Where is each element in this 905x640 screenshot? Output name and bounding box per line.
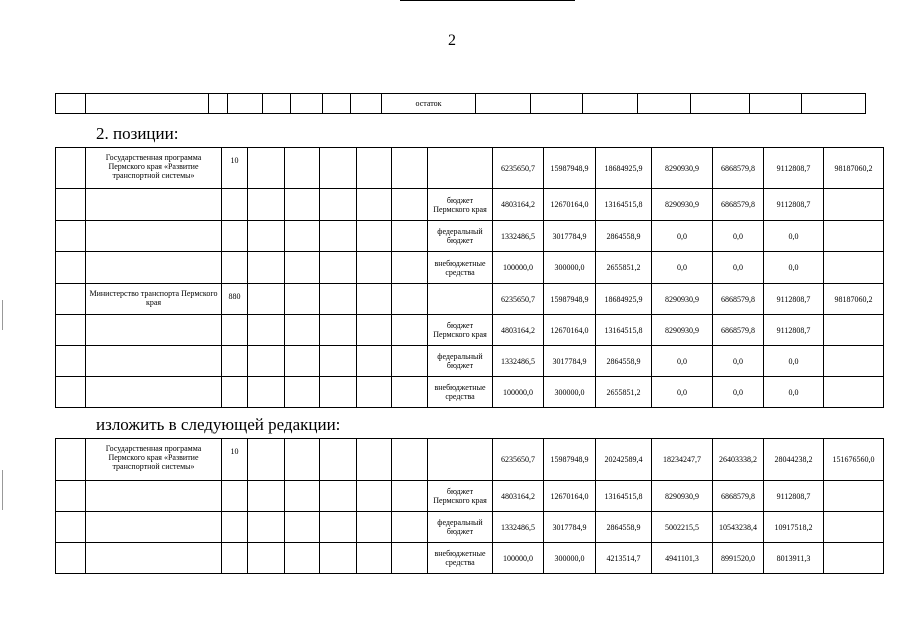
value-cell: 2655851,2: [596, 252, 652, 284]
cell: [357, 346, 392, 377]
value-cell: 6868579,8: [713, 189, 764, 221]
cell: [56, 481, 86, 512]
cell: [320, 377, 357, 408]
value-cell: 9112808,7: [764, 315, 824, 346]
cell: [392, 377, 428, 408]
cell: [691, 94, 750, 114]
code-cell: [222, 481, 248, 512]
code-cell: 10: [222, 439, 248, 481]
cell: [285, 252, 320, 284]
table-row: [56, 189, 884, 221]
cell: [750, 94, 802, 114]
value-cell: 12670164,0: [544, 481, 596, 512]
cell: [320, 284, 357, 315]
table-row: [56, 481, 884, 512]
source-cell: [428, 148, 493, 189]
value-cell: 151676560,0: [824, 439, 884, 481]
cell: [56, 252, 86, 284]
cell: [357, 543, 392, 574]
value-cell: 6868579,8: [713, 284, 764, 315]
value-cell: 8290930,9: [652, 189, 713, 221]
table-row: [56, 512, 884, 543]
top-table: [55, 93, 866, 114]
cell: [392, 189, 428, 221]
value-cell: 9112808,7: [764, 284, 824, 315]
cell: [357, 439, 392, 481]
cell: [357, 221, 392, 252]
value-cell: 12670164,0: [544, 315, 596, 346]
cell: [56, 189, 86, 221]
value-cell: 0,0: [652, 252, 713, 284]
code-cell: [222, 512, 248, 543]
cell: [209, 94, 228, 114]
cell: [392, 439, 428, 481]
name-cell: [86, 377, 222, 408]
cell: [248, 377, 285, 408]
value-cell: 26403338,2: [713, 439, 764, 481]
cell: [248, 543, 285, 574]
code-cell: [222, 315, 248, 346]
cell: [357, 284, 392, 315]
value-cell: 0,0: [764, 346, 824, 377]
source-cell: федеральный бюджет: [428, 346, 493, 377]
cell: [56, 512, 86, 543]
name-cell: [86, 189, 222, 221]
cell: [392, 481, 428, 512]
cell: [285, 543, 320, 574]
value-cell: 8290930,9: [652, 481, 713, 512]
cell: [248, 439, 285, 481]
cell: [56, 221, 86, 252]
value-cell: 20242589,4: [596, 439, 652, 481]
value-cell: 0,0: [652, 377, 713, 408]
value-cell: 6235650,7: [493, 284, 544, 315]
value-cell: 18684925,9: [596, 284, 652, 315]
value-cell: 6868579,8: [713, 481, 764, 512]
cell: [357, 189, 392, 221]
table-row: [56, 252, 884, 284]
code-cell: [222, 189, 248, 221]
value-cell: 18684925,9: [596, 148, 652, 189]
value-cell: [824, 252, 884, 284]
value-cell: 100000,0: [493, 543, 544, 574]
source-cell: бюджет Пермского края: [428, 315, 493, 346]
cell: [285, 346, 320, 377]
cell: [351, 94, 382, 114]
cell: [392, 346, 428, 377]
name-cell: [86, 346, 222, 377]
cell: [802, 94, 866, 114]
cell: [357, 252, 392, 284]
value-cell: 2864558,9: [596, 512, 652, 543]
name-cell: [86, 315, 222, 346]
value-cell: 0,0: [652, 346, 713, 377]
source-cell: внебюджетные средства: [428, 543, 493, 574]
table-row: [56, 439, 884, 481]
cell: [320, 252, 357, 284]
heading-new-edition: изложить в следующей редакции:: [96, 415, 341, 434]
value-cell: 8013911,3: [764, 543, 824, 574]
table-row: [56, 346, 884, 377]
source-cell: федеральный бюджет: [428, 512, 493, 543]
cell: [56, 377, 86, 408]
code-cell: [222, 377, 248, 408]
value-cell: 6235650,7: [493, 148, 544, 189]
value-cell: 8290930,9: [652, 148, 713, 189]
cell: [248, 148, 285, 189]
cell: [263, 94, 291, 114]
value-cell: 18234247,7: [652, 439, 713, 481]
cell: [285, 512, 320, 543]
value-cell: 28044238,2: [764, 439, 824, 481]
cell: [248, 284, 285, 315]
cell: [357, 512, 392, 543]
value-cell: 2864558,9: [596, 346, 652, 377]
value-cell: 100000,0: [493, 252, 544, 284]
value-cell: 13164515,8: [596, 315, 652, 346]
value-cell: 15987948,9: [544, 439, 596, 481]
cell: [291, 94, 323, 114]
cell: [392, 543, 428, 574]
value-cell: 300000,0: [544, 252, 596, 284]
value-cell: 100000,0: [493, 377, 544, 408]
source-cell: внебюджетные средства: [428, 252, 493, 284]
code-cell: [222, 346, 248, 377]
cell: [86, 94, 209, 114]
code-cell: [222, 221, 248, 252]
cell: [320, 512, 357, 543]
value-cell: 3017784,9: [544, 221, 596, 252]
cell: [248, 512, 285, 543]
name-cell: [86, 221, 222, 252]
value-cell: 0,0: [652, 221, 713, 252]
code-cell: [222, 543, 248, 574]
cell: [392, 512, 428, 543]
value-cell: 300000,0: [544, 543, 596, 574]
cell: [285, 221, 320, 252]
value-cell: 10917518,2: [764, 512, 824, 543]
value-cell: [824, 481, 884, 512]
old-positions-table: [55, 147, 884, 408]
cell: [56, 543, 86, 574]
cell: [323, 94, 351, 114]
table-row: [56, 284, 884, 315]
cell: [285, 189, 320, 221]
cell: [56, 148, 86, 189]
value-cell: 9112808,7: [764, 189, 824, 221]
value-cell: 0,0: [764, 377, 824, 408]
cell: [320, 189, 357, 221]
value-cell: 0,0: [764, 252, 824, 284]
code-cell: 880: [222, 284, 248, 315]
source-cell: бюджет Пермского края: [428, 481, 493, 512]
value-cell: [824, 512, 884, 543]
value-cell: 3017784,9: [544, 512, 596, 543]
table-row: [56, 148, 884, 189]
value-cell: 13164515,8: [596, 189, 652, 221]
source-cell: внебюджетные средства: [428, 377, 493, 408]
value-cell: 2864558,9: [596, 221, 652, 252]
value-cell: 9112808,7: [764, 148, 824, 189]
source-cell: [428, 439, 493, 481]
name-cell: Государственная программа Пермского края «Развитие транспортной системы»: [86, 439, 222, 481]
value-cell: 4803164,2: [493, 189, 544, 221]
value-cell: 10543238,4: [713, 512, 764, 543]
new-edition-table: [55, 438, 884, 574]
value-cell: 0,0: [713, 346, 764, 377]
value-cell: 9112808,7: [764, 481, 824, 512]
value-cell: 0,0: [713, 377, 764, 408]
value-cell: 0,0: [713, 221, 764, 252]
name-cell: [86, 481, 222, 512]
value-cell: [824, 543, 884, 574]
cell: [357, 481, 392, 512]
cell: [320, 221, 357, 252]
cell: [392, 315, 428, 346]
cell: [320, 148, 357, 189]
value-cell: 6235650,7: [493, 439, 544, 481]
value-cell: 2655851,2: [596, 377, 652, 408]
table-row: [56, 377, 884, 408]
value-cell: 1332486,5: [493, 221, 544, 252]
value-cell: [824, 377, 884, 408]
cell: [56, 439, 86, 481]
value-cell: 5002215,5: [652, 512, 713, 543]
value-cell: 3017784,9: [544, 346, 596, 377]
value-cell: 15987948,9: [544, 284, 596, 315]
scan-mark: [2, 470, 3, 510]
name-cell: Министерство транспорта Пермского края: [86, 284, 222, 315]
value-cell: 4213514,7: [596, 543, 652, 574]
value-cell: 6868579,8: [713, 315, 764, 346]
page-number: 2: [448, 32, 456, 49]
cell: [583, 94, 638, 114]
cell: [56, 315, 86, 346]
value-cell: 15987948,9: [544, 148, 596, 189]
cell: [285, 148, 320, 189]
cell: [285, 481, 320, 512]
value-cell: 98187060,2: [824, 148, 884, 189]
cell: [248, 346, 285, 377]
source-cell: [428, 284, 493, 315]
cell: [320, 439, 357, 481]
cell: [56, 346, 86, 377]
cell: [320, 481, 357, 512]
cell: [285, 315, 320, 346]
cell: [285, 377, 320, 408]
cell: [320, 543, 357, 574]
cell: [248, 481, 285, 512]
value-cell: 1332486,5: [493, 512, 544, 543]
scan-mark: [2, 300, 3, 330]
value-cell: 1332486,5: [493, 346, 544, 377]
value-cell: 12670164,0: [544, 189, 596, 221]
cell: [638, 94, 691, 114]
cell: [531, 94, 583, 114]
name-cell: [86, 252, 222, 284]
code-cell: [222, 252, 248, 284]
value-cell: 300000,0: [544, 377, 596, 408]
cell: [476, 94, 531, 114]
cell: [56, 94, 86, 114]
value-cell: [824, 221, 884, 252]
table-row: [56, 221, 884, 252]
value-cell: 98187060,2: [824, 284, 884, 315]
cell: [392, 148, 428, 189]
cell: [357, 148, 392, 189]
cell: [320, 346, 357, 377]
source-cell: федеральный бюджет: [428, 221, 493, 252]
value-cell: 0,0: [764, 221, 824, 252]
cell: [285, 439, 320, 481]
cell: [248, 189, 285, 221]
cell: [248, 315, 285, 346]
name-cell: [86, 512, 222, 543]
cell: [285, 284, 320, 315]
cell: [392, 284, 428, 315]
value-cell: [824, 315, 884, 346]
cell: [228, 94, 263, 114]
value-cell: 8290930,9: [652, 315, 713, 346]
cell: [320, 315, 357, 346]
cell: [56, 284, 86, 315]
value-cell: [824, 346, 884, 377]
value-cell: 6868579,8: [713, 148, 764, 189]
table-row: [56, 543, 884, 574]
top-row-label: остаток: [382, 94, 476, 114]
value-cell: 13164515,8: [596, 481, 652, 512]
cell: [248, 252, 285, 284]
value-cell: 4803164,2: [493, 315, 544, 346]
source-cell: бюджет Пермского края: [428, 189, 493, 221]
code-cell: 10: [222, 148, 248, 189]
cell: [392, 221, 428, 252]
heading-positions: 2. позиции:: [96, 124, 179, 143]
cell: [392, 252, 428, 284]
value-cell: 4803164,2: [493, 481, 544, 512]
value-cell: 8991520,0: [713, 543, 764, 574]
name-cell: Государственная программа Пермского края «Развитие транспортной системы»: [86, 148, 222, 189]
value-cell: 8290930,9: [652, 284, 713, 315]
value-cell: 0,0: [713, 252, 764, 284]
top-border-line: [400, 0, 575, 1]
value-cell: [824, 189, 884, 221]
cell: [357, 377, 392, 408]
name-cell: [86, 543, 222, 574]
cell: [248, 221, 285, 252]
value-cell: 4941101,3: [652, 543, 713, 574]
cell: [357, 315, 392, 346]
table-row: [56, 315, 884, 346]
